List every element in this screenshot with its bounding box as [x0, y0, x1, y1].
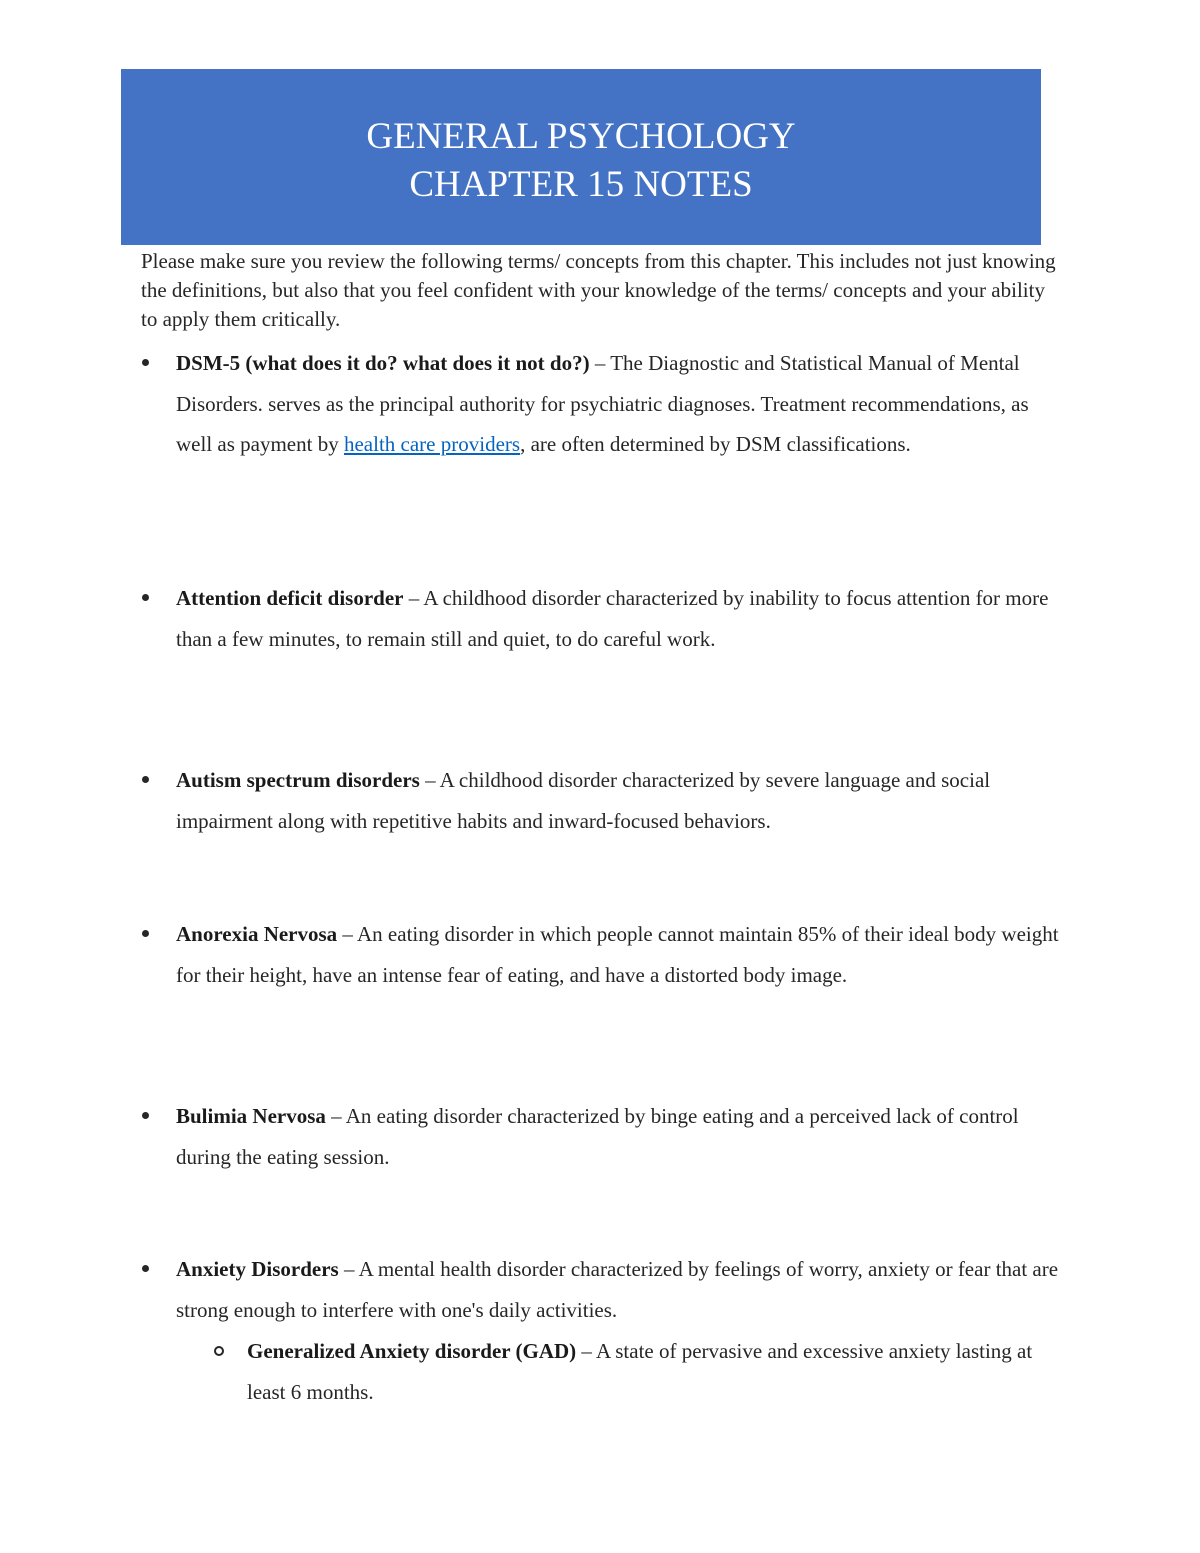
term-separator: –	[338, 1257, 359, 1281]
term-label: DSM-5 (what does it do? what does it not do?)	[176, 351, 590, 375]
term-definition: The Diagnostic and Statistical Manual of Mental Disorders. serves as the principal authority for psychiatric diagnoses. Treatment recommendations, as well as payment by	[176, 351, 1029, 456]
term-separator: –	[589, 351, 611, 375]
term-item-anorexia	[176, 914, 1061, 995]
term-label: Generalized Anxiety disorder (GAD)	[247, 1339, 577, 1363]
term-definition: A childhood disorder characterized by severe language and social impairment along with repetitive habits and inward-focused behaviors.	[176, 768, 991, 833]
intro-paragraph: Please make sure you review the following terms/ concepts from this chapter. This includes not just knowing the definitions, but also that you feel confident with your knowledge of the terms/ concepts and your ability to apply them critically.	[141, 249, 1056, 331]
term-definition: An eating disorder in which people cannot maintain 85% of their ideal body weight for their height, have an intense fear of eating, and have a distorted body image.	[176, 922, 1059, 987]
term-definition: A mental health disorder characterized by feelings of worry, anxiety or fear that are strong enough to interfere with one's daily activities.	[176, 1257, 1059, 1322]
term-separator: –	[576, 1339, 596, 1363]
title-line-2: CHAPTER 15 NOTES	[409, 164, 753, 205]
term-item-bulimia	[176, 1096, 1061, 1177]
term-definition: A childhood disorder characterized by inability to focus attention for more than a few minutes, to remain still and quiet, to do careful work.	[176, 586, 1049, 651]
subterm-item-gad	[247, 1331, 1061, 1412]
term-definition: A state of pervasive and excessive anxiety lasting at least 6 months.	[247, 1339, 1033, 1404]
title-banner	[121, 69, 1041, 245]
term-definition-end: , are often determined by DSM classifications.	[520, 432, 911, 456]
term-item-autism	[176, 760, 1061, 841]
term-label: Bulimia Nervosa	[176, 1104, 326, 1128]
term-item-anxiety	[176, 1249, 1061, 1330]
term-label: Anxiety Disorders	[176, 1257, 339, 1281]
term-separator: –	[325, 1104, 346, 1128]
term-item-attention-deficit	[176, 578, 1061, 659]
health-care-providers-link[interactable]: health care providers	[343, 432, 521, 456]
term-definition: An eating disorder characterized by binge eating and a perceived lack of control during the eating session.	[176, 1104, 1019, 1169]
term-separator: –	[337, 922, 358, 946]
term-separator: –	[403, 586, 424, 610]
term-label: Autism spectrum disorders	[176, 768, 420, 792]
term-separator: –	[419, 768, 440, 792]
title-line-1: GENERAL PSYCHOLOGY	[366, 116, 796, 157]
term-label: Anorexia Nervosa	[176, 922, 338, 946]
term-item-dsm5	[176, 343, 1061, 465]
term-label: Attention deficit disorder	[176, 586, 404, 610]
